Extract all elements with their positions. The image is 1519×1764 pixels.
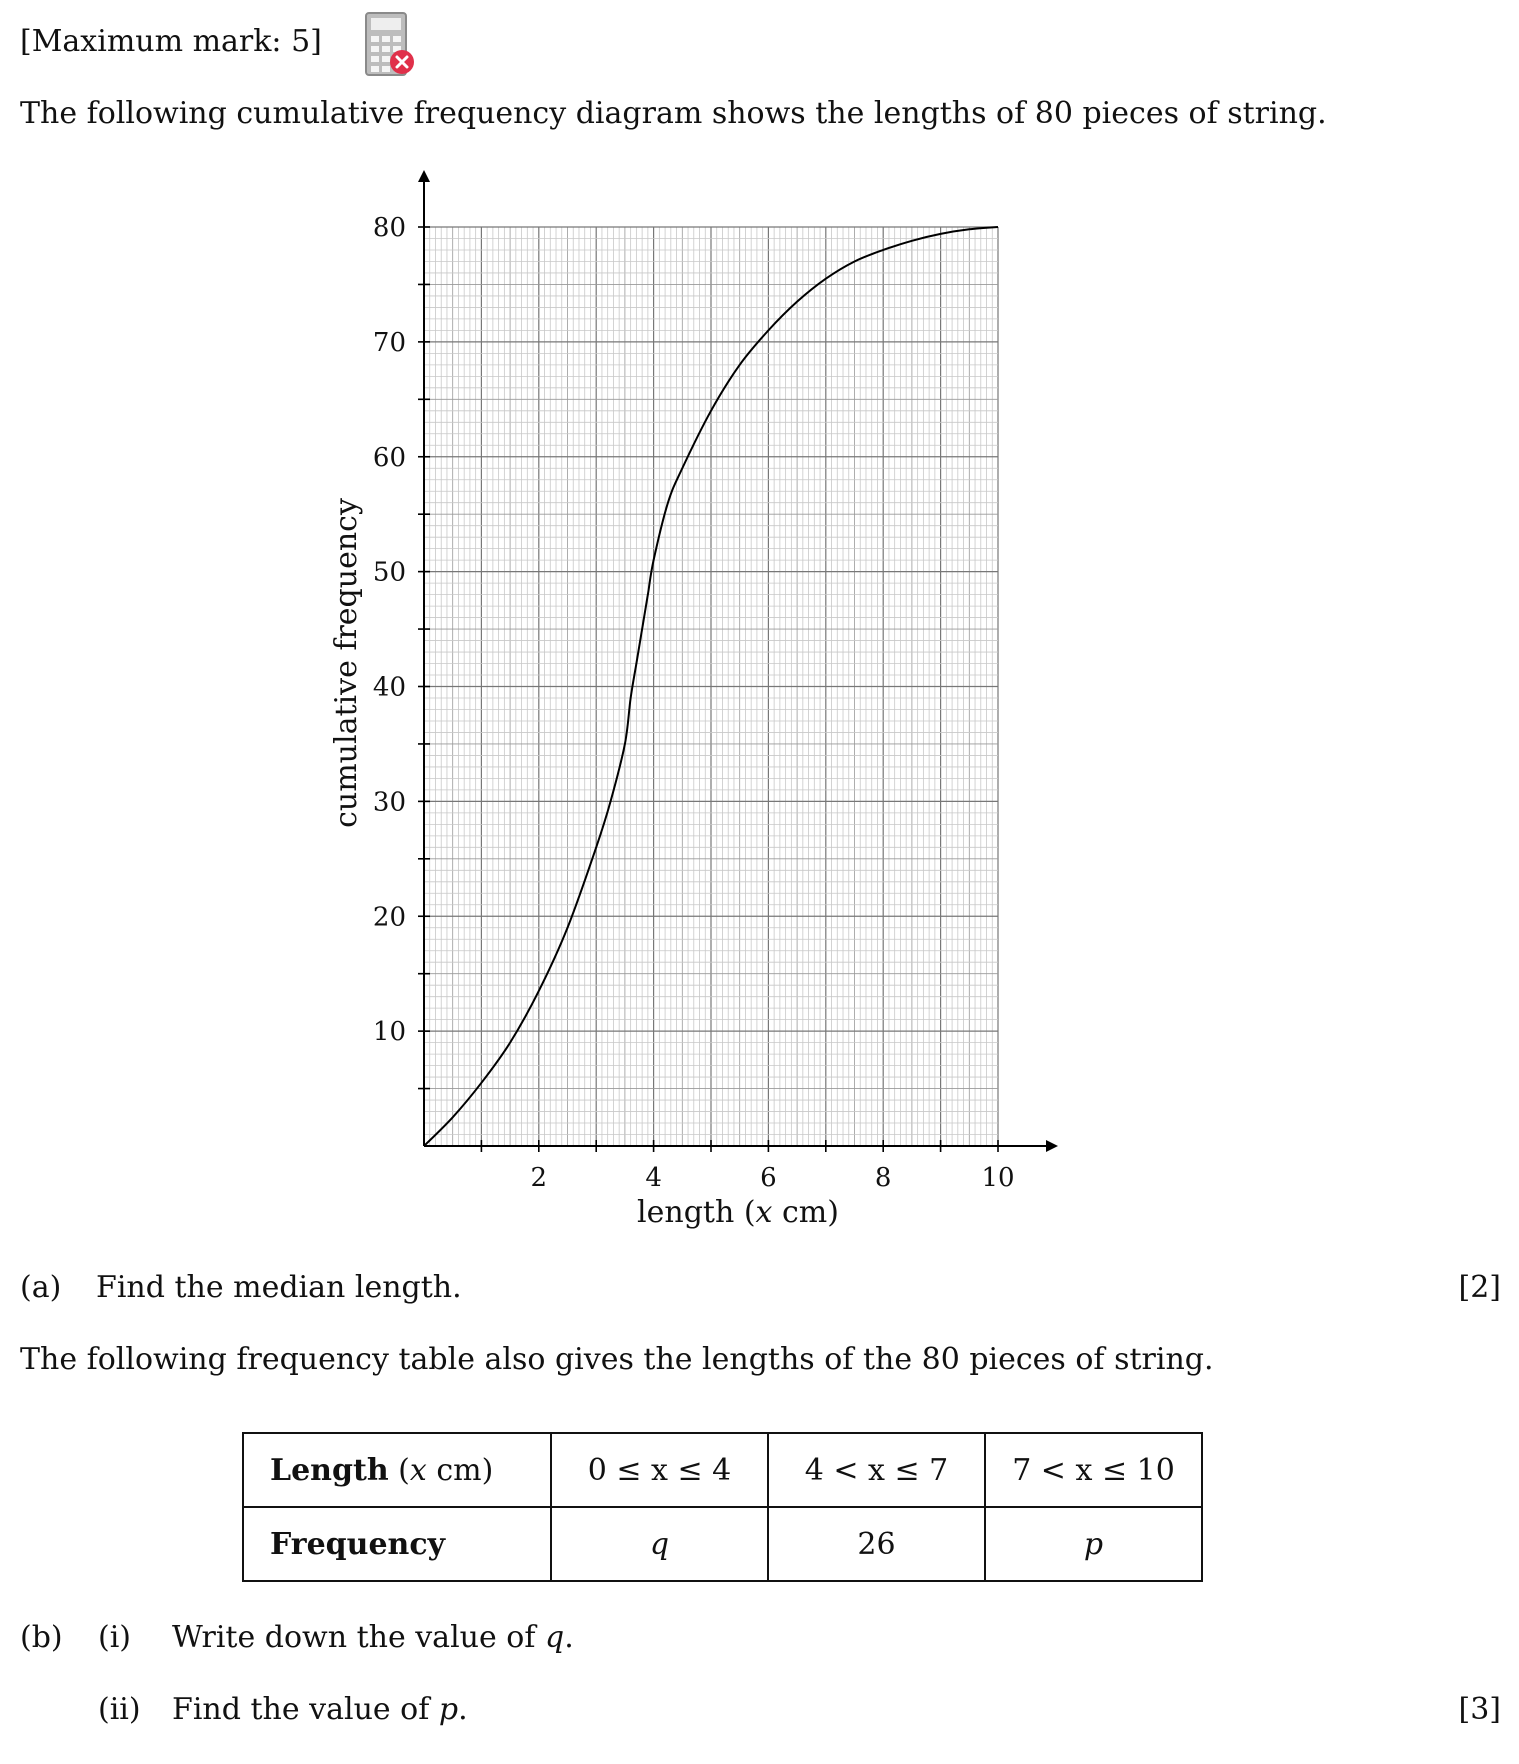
- x-tick-label: 10: [981, 1163, 1015, 1193]
- x-tick-label: 4: [645, 1163, 662, 1193]
- table-intro: The following frequency table also gives the lengths of the 80 pieces of string.: [20, 1342, 1214, 1377]
- part-b-ii-label: (ii): [98, 1692, 141, 1727]
- y-axis-arrow: [418, 170, 430, 182]
- table-cell-frequency-1: q: [551, 1507, 768, 1581]
- intro-text: The following cumulative frequency diagram shows the lengths of 80 pieces of string.: [20, 96, 1327, 131]
- part-a-text: Find the median length.: [96, 1270, 462, 1305]
- table-cell-interval-2: 4 < x ≤ 7: [768, 1433, 985, 1507]
- y-tick-label: 50: [372, 557, 406, 588]
- part-a-label: (a): [20, 1270, 62, 1305]
- max-mark: [Maximum mark: 5]: [20, 24, 322, 59]
- y-tick-label: 10: [372, 1017, 406, 1048]
- x-tick-label: 6: [760, 1163, 777, 1193]
- part-a-marks: [2]: [1458, 1270, 1501, 1305]
- x-axis-label: length (x cm): [637, 1195, 839, 1230]
- table-cell-frequency-3: p: [985, 1507, 1202, 1581]
- y-axis-label: cumulative frequency: [329, 498, 364, 828]
- table-cell-interval-3: 7 < x ≤ 10: [985, 1433, 1202, 1507]
- y-tick-label: 30: [372, 787, 406, 818]
- table-row-length: [243, 1433, 1202, 1507]
- table-header-frequency: Frequency: [243, 1507, 551, 1581]
- table-cell-interval-1: 0 ≤ x ≤ 4: [551, 1433, 768, 1507]
- chart-ticks: [418, 227, 998, 1152]
- x-tick-label: 8: [874, 1163, 892, 1193]
- y-tick-label: 60: [372, 442, 406, 473]
- part-b-marks: [3]: [1458, 1692, 1501, 1727]
- x-axis-arrow: [1046, 1140, 1058, 1152]
- part-b-i-label: (i): [98, 1620, 132, 1655]
- part-b-label: (b): [20, 1620, 63, 1655]
- chart-grid: [424, 227, 998, 1146]
- x-tick-label: 2: [530, 1163, 548, 1193]
- y-tick-label: 80: [372, 213, 406, 243]
- y-tick-label: 70: [372, 327, 406, 358]
- y-tick-label: 40: [372, 672, 406, 703]
- table-header-length: Length (x cm): [243, 1433, 551, 1507]
- table-row-frequency: [243, 1507, 1202, 1581]
- part-b-i-text: Write down the value of q.: [172, 1620, 574, 1655]
- part-b-ii-text: Find the value of p.: [172, 1692, 468, 1727]
- y-tick-label: 20: [372, 902, 406, 933]
- table-cell-frequency-2: 26: [768, 1507, 985, 1581]
- chart-axes: [418, 170, 1058, 1152]
- frequency-table: [242, 1432, 1203, 1582]
